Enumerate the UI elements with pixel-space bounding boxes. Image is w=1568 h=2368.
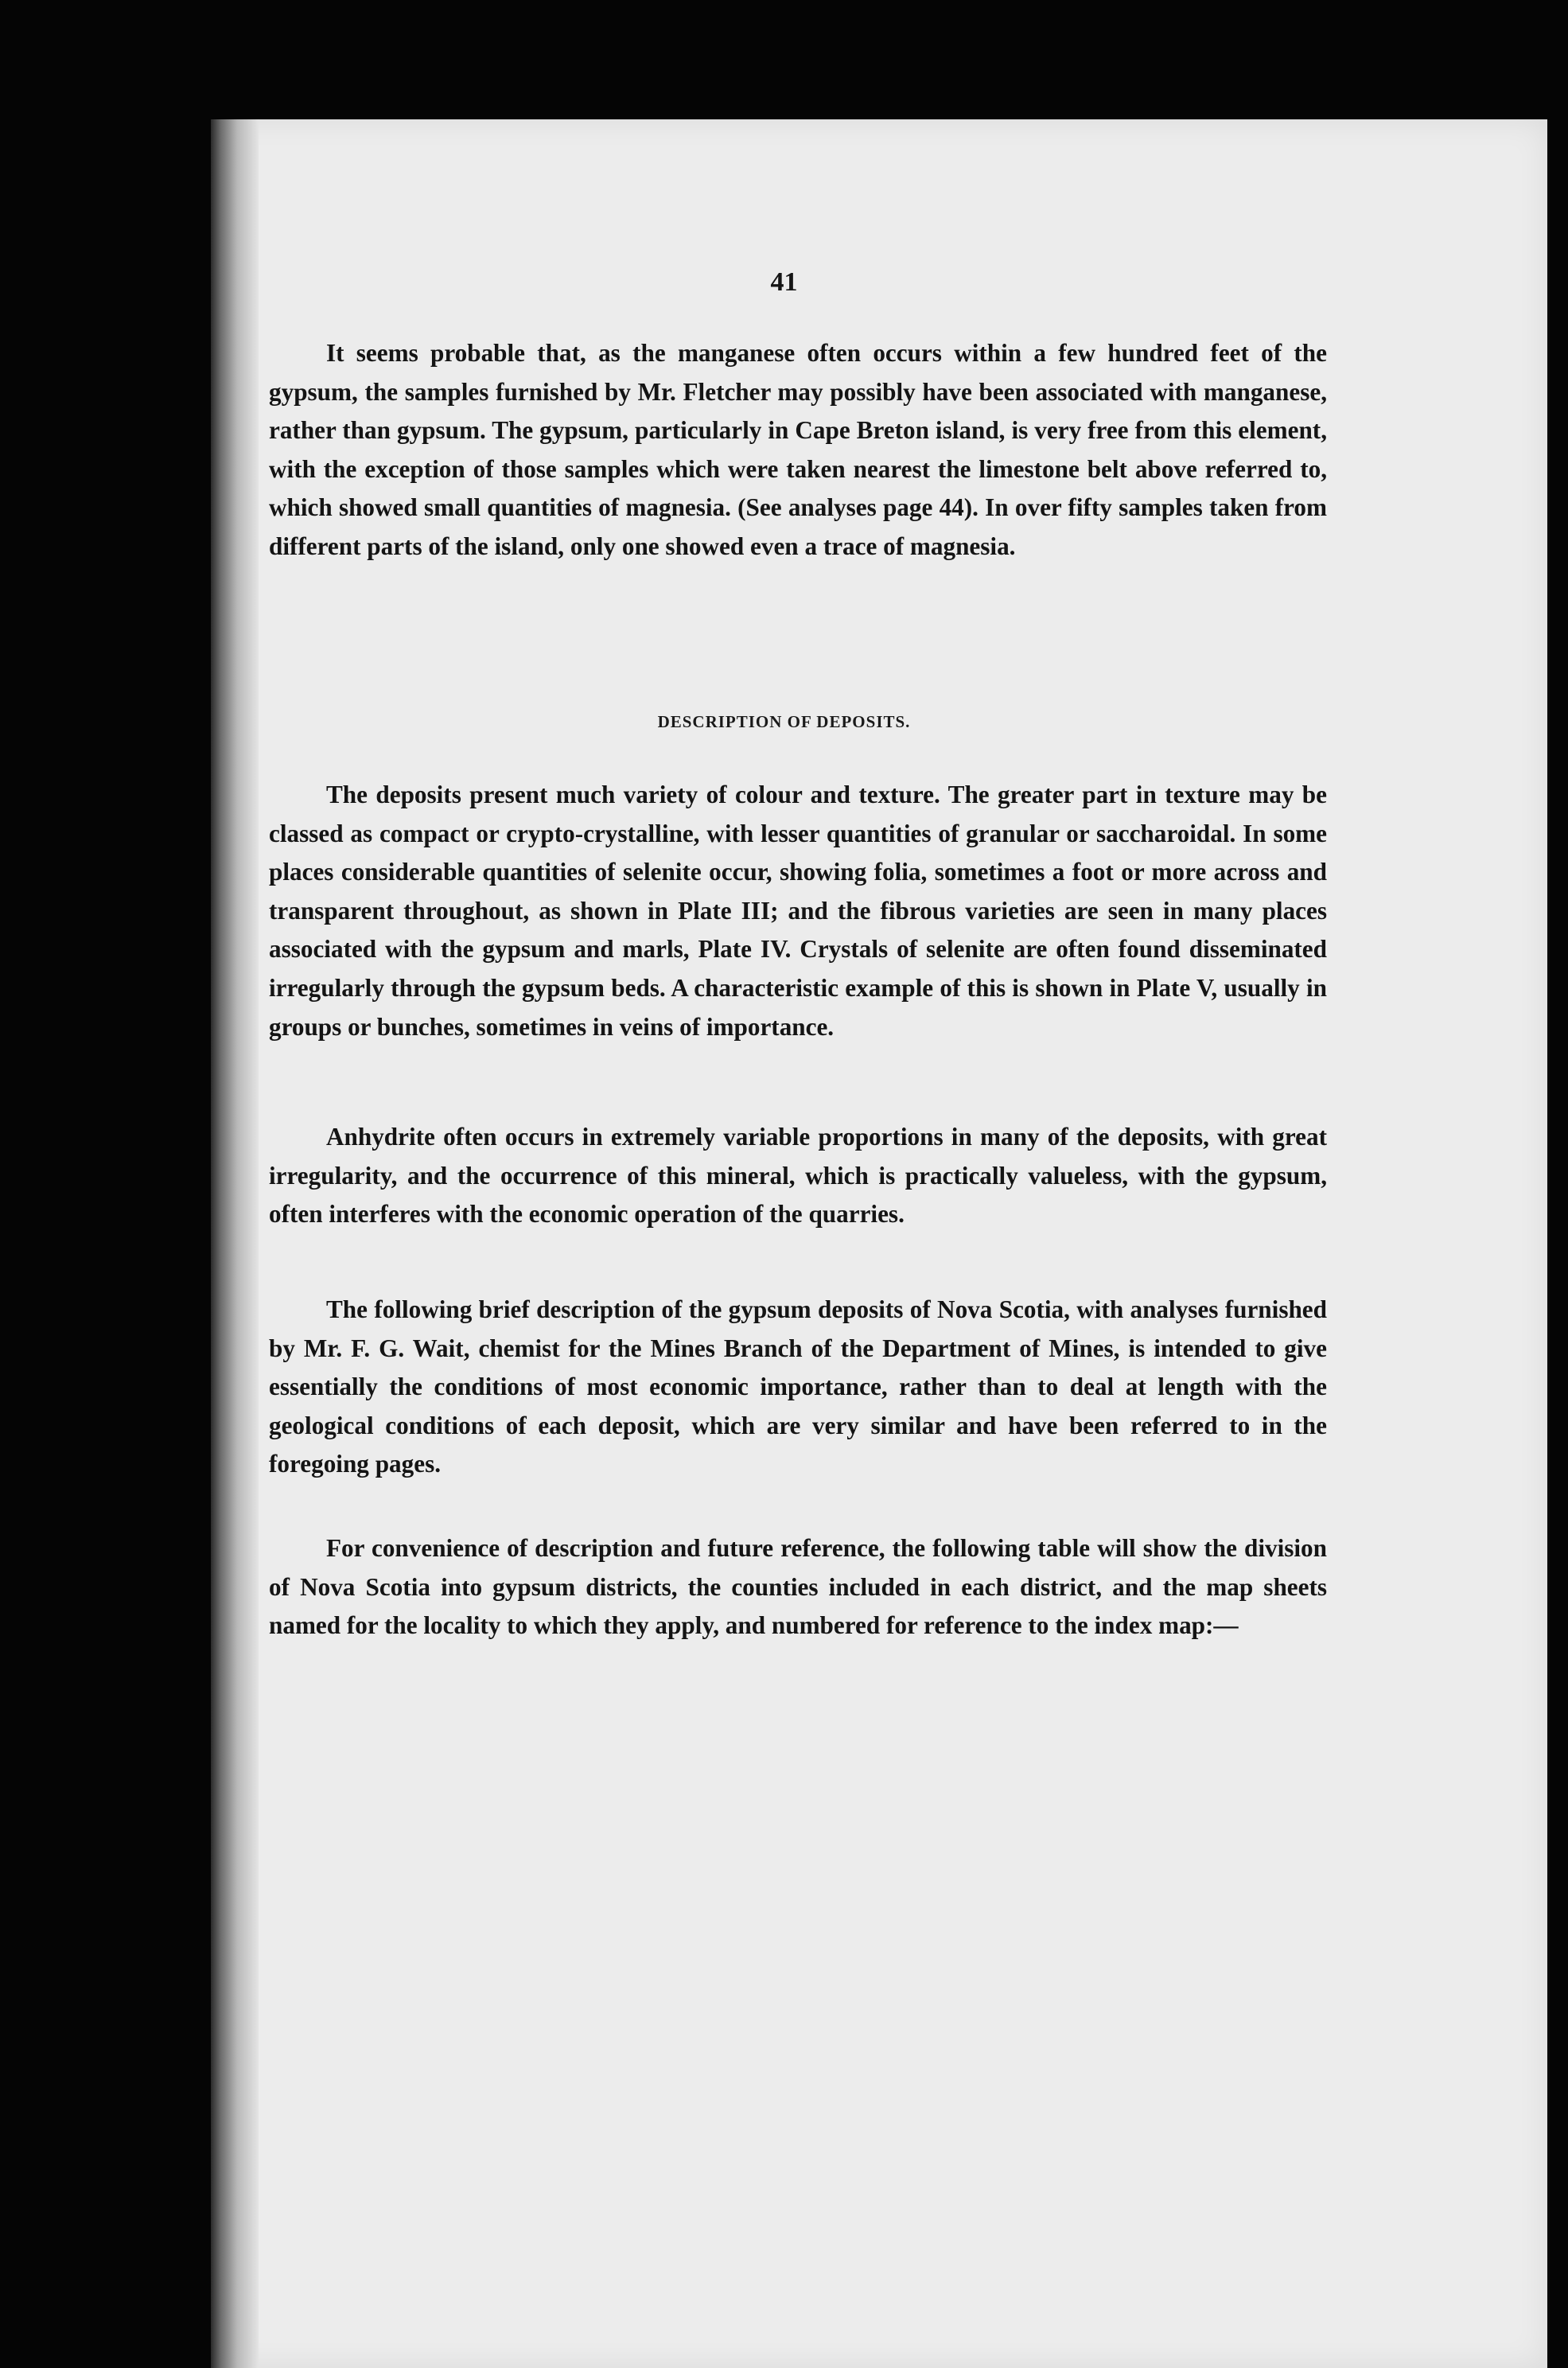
body-paragraph-5: For convenience of description and future reference, the following table will show the division of Nova Scotia into gypsum districts, the counties included in each district, and the map sheets named for the locality to which they apply, and numbered for reference to the index map:— (269, 1534, 1327, 1640)
page-binding-edge (211, 119, 259, 2368)
body-paragraph-4: The following brief description of the gypsum deposits of Nova Scotia, with analyses furnished by Mr. F. G. Wait, chemist for the Mines Branch of the Department of Mines, is intended to give essentially the conditions of most economic importance, rather than to deal at length with the geological conditions of each deposit, which are very similar and have been referred to in the foregoing pages. (269, 1295, 1327, 1478)
body-paragraph-3: Anhydrite often occurs in extremely variable proportions in many of the deposits, with great irregularity, and the occurrence of this mineral, which is practically valueless, with the gypsum, often interferes with the economic operation of the quarries. (269, 1123, 1327, 1229)
section-heading: DESCRIPTION OF DEPOSITS. (657, 712, 911, 731)
page-number: 41 (770, 267, 798, 297)
body-paragraph-2: The deposits present much variety of colour and texture. The greater part in texture may be classed as compact or crypto-crystalline, with lesser quantities of granular or saccharoidal. In some places considerable quantities of selenite occur, showing folia, sometimes a foot or more across and transparent throughout, as shown in Plate III; and the fibrous varieties are seen in many places associated with the gypsum and marls, Plate IV. Crystals of selenite are often found disseminated irregularly through the gypsum beds. A characteristic example of this is shown in Plate V, usually in groups or bunches, sometimes in veins of importance. (269, 781, 1327, 1041)
body-paragraph-1: It seems probable that, as the manganese often occurs within a few hundred feet of the gypsum, the samples furnished by Mr. Fletcher may possibly have been associated with manganese, rather than gypsum. The gypsum, particularly in Cape Breton island, is very free from this element, with the exception of those samples which were taken nearest the limestone belt above referred to, which showed small quantities of magnesia. (See analyses page 44). In over fifty samples taken from different parts of the island, only one showed even a trace of magnesia. (269, 339, 1327, 560)
